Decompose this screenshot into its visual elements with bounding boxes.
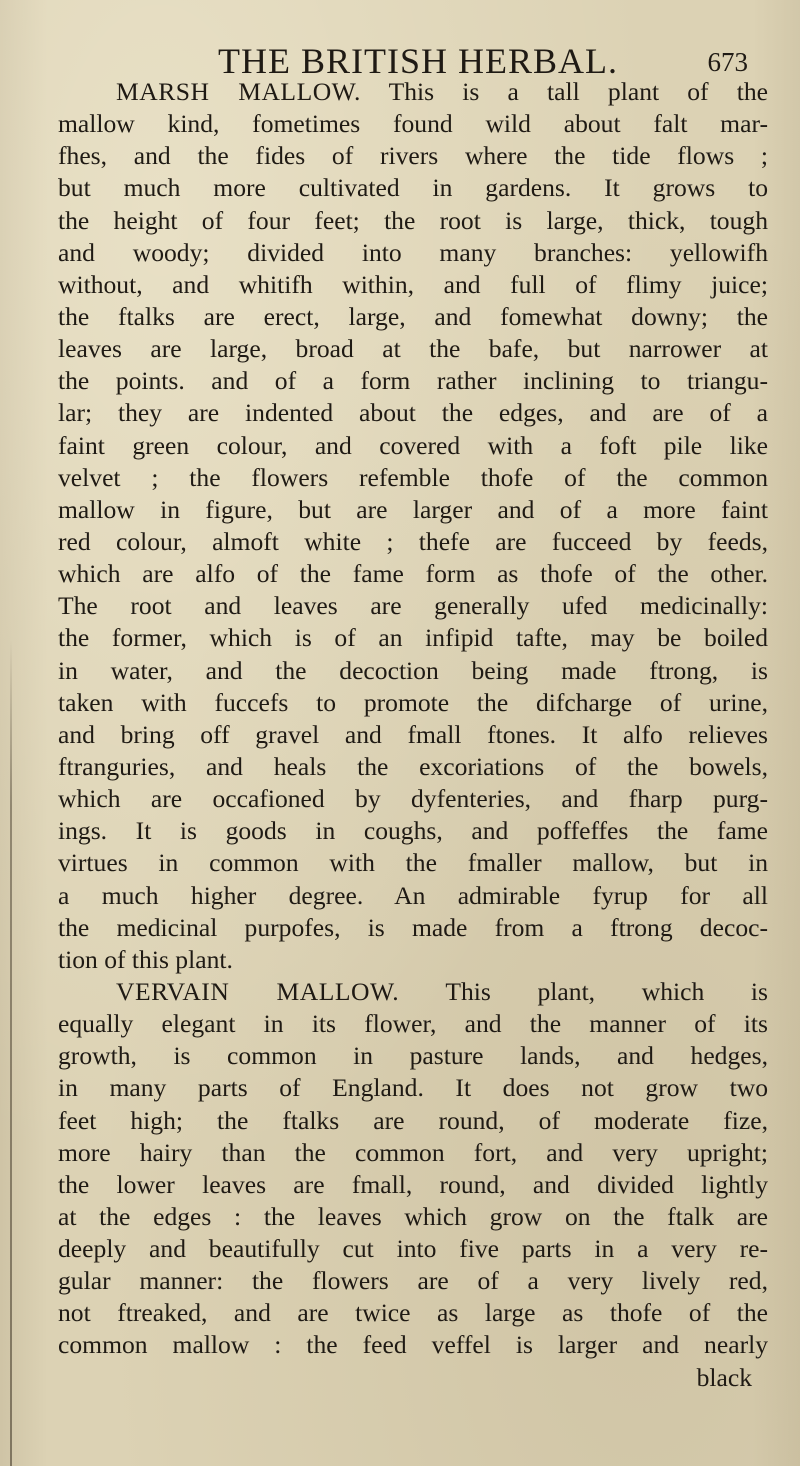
text-line: growth, is common in pasture lands, and hedges,: [58, 1041, 768, 1071]
text-line: lar; they are indented about the edges, and are of a: [58, 398, 768, 428]
text-line: This is a tall plant of the: [388, 77, 769, 106]
entry-heading: VERVAIN MALLOW.: [116, 976, 400, 1006]
page-body: [58, 76, 768, 1394]
text-line: not ftreaked, and are twice as large as thofe of the: [58, 1298, 768, 1328]
page-number: 673: [707, 47, 748, 77]
text-line: and bring off gravel and fmall ftones. It alfo relieves: [58, 719, 768, 749]
text-line: which are occafioned by dyfenteries, and fharp purg-: [58, 784, 768, 814]
text-line: the ftalks are erect, large, and fomewhat downy; the: [58, 301, 768, 331]
text-line: ings. It is goods in coughs, and poffeffes the fame: [58, 816, 768, 846]
text-line: without, and whitifh within, and full of flimy juice;: [58, 269, 768, 299]
text-line: velvet ; the flowers refemble thofe of the common: [58, 462, 768, 492]
text-line: mallow kind, fometimes found wild about falt mar-: [58, 109, 768, 139]
text-line: equally elegant in its flower, and the manner of its: [58, 1009, 768, 1039]
text-line: common mallow : the feed veffel is larger and nearly: [58, 1330, 768, 1360]
text-line: leaves are large, broad at the bafe, but narrower at: [58, 334, 768, 364]
running-title: THE BRITISH HERBAL.: [218, 41, 618, 81]
text-line: the medicinal purpofes, is made from a ftrong decoc-: [58, 912, 768, 942]
text-line: faint green colour, and covered with a foft pile like: [58, 430, 768, 460]
text-line: fhes, and the fides of rivers where the tide flows ;: [58, 141, 768, 171]
text-line: the height of four feet; the root is large, thick, tough: [58, 205, 768, 235]
text-line: feet high; the ftalks are round, of moderate fize,: [58, 1105, 768, 1135]
text-line: deeply and beautifully cut into five parts in a very re-: [58, 1234, 768, 1264]
paragraph-first-line: [58, 976, 768, 1008]
text-line: in water, and the decoction being made ftrong, is: [58, 655, 768, 685]
text-line: a much higher degree. An admirable fyrup for all: [58, 880, 768, 910]
text-line: gular manner: the flowers are of a very lively red,: [58, 1266, 768, 1296]
text-line: ftranguries, and heals the excoriations of the bowels,: [58, 751, 768, 781]
text-line: taken with fuccefs to promote the difcharge of urine,: [58, 687, 768, 717]
text-line: mallow in figure, but are larger and of a more faint: [58, 494, 768, 524]
text-line: at the edges : the leaves which grow on the ftalk are: [58, 1201, 768, 1231]
text-line: the points. and of a form rather inclining to triangu-: [58, 366, 768, 396]
text-line: The root and leaves are generally ufed medicinally:: [58, 591, 768, 621]
text-line: the lower leaves are fmall, round, and divided lightly: [58, 1169, 768, 1199]
paragraph-first-line: [58, 76, 768, 108]
text-line: and woody; divided into many branches: yellowifh: [58, 237, 768, 267]
paragraph-last-line: tion of this plant.: [58, 944, 233, 974]
text-line: red colour, almoft white ; thefe are fucceed by feeds,: [58, 526, 768, 556]
page-gutter-shadow: [10, 640, 12, 1466]
text-line: virtues in common with the fmaller mallow, but in: [58, 848, 768, 878]
text-line: the former, which is of an infipid tafte, may be boiled: [58, 623, 768, 653]
text-line: which are alfo of the fame form as thofe of the other.: [58, 559, 768, 589]
text-line: in many parts of England. It does not grow two: [58, 1073, 768, 1103]
text-line: more hairy than the common fort, and very upright;: [58, 1137, 768, 1167]
text-line: This plant, which is: [445, 976, 769, 1006]
text-line: but much more cultivated in gardens. It grows to: [58, 173, 768, 203]
entry-heading: MARSH MALLOW.: [116, 77, 361, 106]
catchword: black: [696, 1362, 752, 1392]
